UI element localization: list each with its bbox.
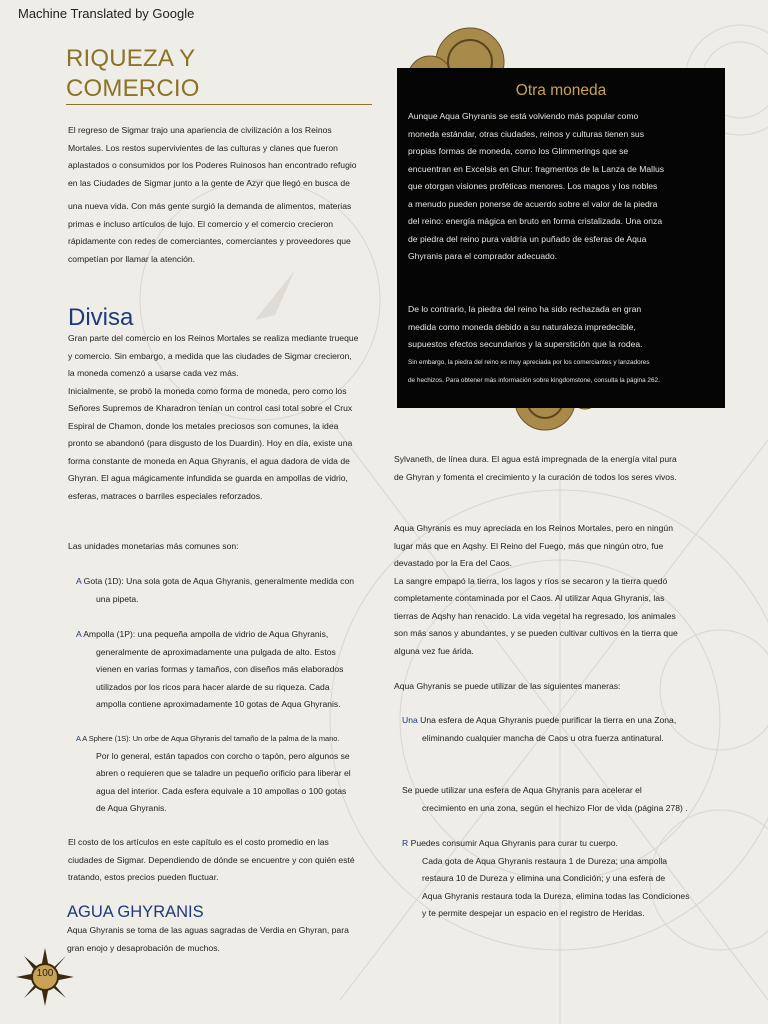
bullet-letter: A [76, 576, 82, 586]
cost-paragraph: El costo de los artículos en este capítulo es el costo promedio en las ciudades de Sigmar. Dependiendo de dónde se encuentre y con quién esté tratando, estos precios pueden fluctuar. [68, 837, 355, 882]
agua-ghyranis-heading: AGUA GHYRANIS [67, 903, 204, 921]
sidebar-paragraph-2: De lo contrario, la piedra del reino ha sido rechazada en gran medida como moneda debido a su naturaleza impredecible, supuestos efectos secundarios y la superstición que la rodea. Sin embargo, la piedra del reino es muy apreciada por los comerciantes y lanzadores de hechizos. Para obtener más información sobre kingdomstone, consulta la página 262. [408, 304, 660, 384]
sidebar-paragraph-1: Aunque Aqua Ghyranis se está volviendo más popular como moneda estándar, otras ciudades, reinos y culturas tienen sus propias formas de moneda, como los Glimmerings que se encuentran en Excelsis en Ghur: fragmentos de la Lanza de Mallus que otorgan visiones proféticas menores. Los magos y los nobles a menudo pueden ponerse de acuerdo sobre el valor de la piedra del reino: energía mágica en bruto en forma cristalizada. Una onza de piedra del reino pura valdría un puñado de esferas de Aqua Ghyranis para el comprador adecuado. [408, 111, 665, 261]
unit-item-gota: A Gota (1D): Una sola gota de Aqua Ghyranis, generalmente medida con una pipeta. [76, 576, 355, 604]
intro-paragraph: El regreso de Sigmar trajo una apariencia de civilización a los Reinos Mortales. Los restos supervivientes de las culturas y clanes que fueron aplastados o consumidos por los Poderes Ruinosos han encontrado refugio en las Ciudades de Sigmar junto a la gente de Azyr que llegó en busca de una nueva vida. Con más gente surgió la demanda de alimentos, materias primas e incluso artículos de lujo. El comercio y el comercio crecieron rápidamente con redes de comerciantes, comerciantes y proveedores que competían por llamar la atención. [68, 125, 357, 264]
divisa-heading: Divisa [68, 304, 134, 331]
use-item-growth: Se puede utilizar una esfera de Aqua Ghyranis para acelerar el crecimiento en una zona, según el hechizo Flor de vida (página 278) . [402, 785, 688, 813]
unit-item-sphere: A A Sphere (1S): Un orbe de Aqua Ghyranis del tamaño de la palma de la mano. Por lo general, están tapados con corcho o tapón, pero algunos se abren o requieren que se taladre un pequeño orificio para liberar el agua del interior. Cada esfera equivale a 10 ampollas o 100 gotas de Aqua Ghyranis. [76, 734, 351, 813]
use-item-purify: Una Una esfera de Aqua Ghyranis puede purificar la tierra en una Zona, eliminando cualquier mancha de Caos u otra fuerza antinatural. [402, 715, 677, 743]
bullet-letter: Una [402, 715, 418, 725]
bullet-letter: R [402, 838, 409, 848]
agua-paragraph: Aqua Ghyranis se toma de las aguas sagradas de Verdia en Ghyran, para gran enojo y desaprobación de muchos. [67, 925, 349, 953]
unit-item-ampolla: A Ampolla (1P): una pequeña ampolla de vidrio de Aqua Ghyranis, generalmente de aproximadamente una pulgada de alto. Estos vienen en varias formas y tamaños, con diseños más elaborados utilizados por los ricos para hacer alarde de su riqueza. Cada ampolla contiene aproximadamente 10 gotas de Aqua Ghyranis. [76, 629, 344, 709]
machine-translation-banner: Machine Translated by Google [18, 6, 195, 21]
bullet-letter: A [76, 629, 82, 639]
uses-intro: Aqua Ghyranis se puede utilizar de las siguientes maneras: [394, 681, 621, 691]
sidebar-title: Otra moneda [515, 82, 607, 99]
use-item-heal: R Puedes consumir Aqua Ghyranis para curar tu cuerpo. Cada gota de Aqua Ghyranis restaura 1 de Dureza; una ampolla restaura 10 de Dureza y elimina una Condición; y una esfera de Aqua Ghyranis restaura toda la Dureza, elimina todas las Condiciones y te permite despejar un espacio en el registro de Heridas. [402, 838, 690, 918]
right-continuation: Sylvaneth, de línea dura. El agua está impregnada de la energía vital pura de Ghyran y fomenta el crecimiento y la curación de todos los seres vivos. [394, 454, 677, 482]
units-intro: Las unidades monetarias más comunes son: [68, 541, 239, 551]
right-paragraph-aqshy: Aqua Ghyranis es muy apreciada en los Reinos Mortales, pero en ningún lugar más que en Aqshy. El Reino del Fuego, más que ningún otro, fue devastado por la Era del Caos. La sangre empapó la tierra, los lagos y ríos se secaron y la tierra quedó completamente contaminada por el Caos. Al utilizar Aqua Ghyranis, las tierras de Aqshy han renacido. La vida vegetal ha regresado, los animales son más sanos y abundantes, y se pueden cultivar cultivos en la tierra que alguna vez fue árida. [394, 523, 678, 656]
sidebar-otra-moneda [397, 68, 725, 408]
title-rule [66, 104, 372, 105]
divisa-paragraph: Gran parte del comercio en los Reinos Mortales se realiza mediante trueque y comercio. Sin embargo, a medida que las ciudades de Sigmar crecieron, la moneda comenzó a usarse cada vez más. Inicialmente, se probó la moneda como forma de moneda, pero como los Señores Supremos de Kharadron tenían un control casi total sobre el Crux Espiral de Chamon, donde los metales preciosos son comunes, la idea pronto se abandonó (para disgusto de los Duardin). Hoy en día, existe una forma constante de moneda en Aqua Ghyranis, el agua dadora de vida de Ghyran. El agua mágicamente infundida se guarda en ampollas de vidrio, esferas, matraces o barriles especiales reforzados. [68, 333, 359, 501]
bullet-letter: A [76, 734, 81, 743]
page-title: RIQUEZA Y COMERCIO [66, 45, 200, 102]
page-number: 100 [36, 968, 54, 979]
